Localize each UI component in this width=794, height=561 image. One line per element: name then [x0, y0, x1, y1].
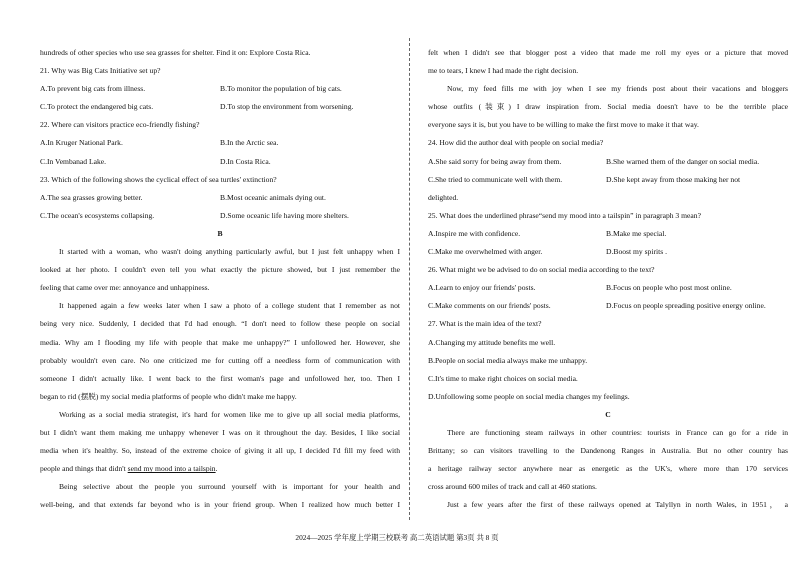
option-row	[428, 279, 788, 297]
section-heading-b: B	[217, 228, 223, 238]
question-stem: 27. What is the main idea of the text?	[428, 319, 542, 329]
text-run: people and things that didn't	[40, 464, 128, 474]
option-c: C.Make comments on our friends' posts.	[428, 301, 551, 311]
option-d: D.Unfollowing some people on social media changes my feelings.	[428, 391, 630, 401]
text-line: media when it's healthy. So, instead of the extreme choice of giving it all up, I decided I'd fill my feed with	[40, 446, 400, 456]
question-stem: 22. Where can visitors practice eco-friendly fishing?	[40, 120, 200, 130]
text-line: Now, my feed fills me with joy when I see my friends post about their vacations and bloggers	[447, 84, 788, 94]
option-a: A.In Kruger National Park.	[40, 138, 123, 148]
paragraph-1	[40, 243, 400, 297]
option-a: A.Changing my attitude benefits me well.	[428, 337, 556, 347]
text-line: but I didn't want them making me unhappy whenever I was on it throughout the day. Besides, I like social	[40, 427, 400, 437]
text-line: It happened again a few weeks later when I saw a photo of a college student that I remember as not	[59, 301, 400, 311]
text-line: probably wouldn't even care. No one criticized me for cutting off a needless form of communication with	[40, 355, 400, 365]
text-line: Working as a social media strategist, it's hard for women like me to give up all social media platforms,	[59, 409, 400, 419]
question-26	[428, 261, 788, 315]
option-b: B.Focus on people who post most online.	[606, 283, 732, 293]
question-21	[40, 62, 400, 116]
option-row	[40, 207, 400, 225]
text-line: Brittany; so can visitors travelling to the Dandenong Ranges in Australia. But no other country has	[428, 446, 788, 456]
paragraph-5	[428, 80, 788, 134]
section-heading-c: C	[605, 409, 611, 419]
option-a: A.She said sorry for being away from them.	[428, 156, 562, 166]
text-line: being very nice. Suddenly, I decided that I'd had enough. “I don't need to follow these people on social	[40, 319, 400, 329]
text-line: There are functioning steam railways in other countries: tourists in France can go for a ride in	[447, 427, 788, 437]
text-line: Being selective about the people you surround yourself with is important for your health and	[59, 482, 400, 492]
option-c: C.In Vembanad Lake.	[40, 156, 107, 166]
text-line: whose outfits (装束) I draw inspiration from. Social media doesn't have to be the terrible place	[428, 102, 788, 112]
question-22	[40, 116, 400, 170]
option-b: B.People on social media always make me unhappy.	[428, 355, 588, 365]
option-d: D.In Costa Rica.	[220, 156, 271, 166]
paragraph-7	[428, 496, 788, 514]
text-run: .	[215, 464, 218, 474]
question-stem: 26. What might we be advised to do on social media according to the text?	[428, 265, 655, 275]
right-column	[428, 44, 788, 514]
paragraph-2	[40, 297, 400, 406]
option-row	[40, 189, 400, 207]
text-line: well-being, and that extends far beyond who is in your friend group. When I realized how much better I	[40, 500, 400, 510]
text-line: me to tears, I knew I had made the right decision.	[428, 66, 579, 76]
option-row	[428, 153, 788, 171]
option-d-continued: delighted.	[428, 192, 459, 202]
text-line: looked at her photo. I couldn't even tell you what exactly the picture showed, but I just remember the	[40, 265, 400, 275]
passage-a-ending: hundreds of other species who use sea grasses for shelter. Find it on: Explore Costa Rica.	[40, 48, 311, 57]
text-line: a heritage railway sector anywhere near as energetic as the UK's, where more than 170 services	[428, 464, 788, 474]
option-b: B.Make me special.	[606, 228, 667, 238]
question-stem: 24. How did the author deal with people on social media?	[428, 138, 604, 148]
paragraph-4-continued	[428, 44, 788, 80]
option-b: B.To monitor the population of big cats.	[220, 84, 342, 94]
question-27	[428, 315, 788, 405]
option-d: D.Some oceanic life having more shelters.	[220, 210, 349, 220]
text-line: Just a few years after the first of these railways opened at Talyllyn in north Wales, in 1951， a	[447, 500, 788, 510]
question-25	[428, 207, 788, 261]
option-b: B.She warned them of the danger on social media.	[606, 156, 760, 166]
option-row	[428, 297, 788, 315]
text-line: feeling that came over me: annoyance and unhappiness.	[40, 283, 210, 293]
option-d: D.To stop the environment from worsening.	[220, 102, 354, 112]
option-a: A.Inspire me with confidence.	[428, 228, 521, 238]
option-a: A.To prevent big cats from illness.	[40, 84, 146, 94]
text-line: cross around 600 miles of track and call at 460 stations.	[428, 482, 597, 492]
option-a: A.The sea grasses growing better.	[40, 192, 143, 202]
question-stem: 23. Which of the following shows the cyclical effect of sea turtles' extinction?	[40, 174, 277, 184]
option-row	[428, 171, 788, 189]
option-b: B.Most oceanic animals dying out.	[220, 192, 326, 202]
option-row	[428, 243, 788, 261]
question-stem: 25. What does the underlined phrase“send my mood into a tailspin” in paragraph 3 mean?	[428, 210, 701, 220]
question-24	[428, 134, 788, 206]
text-line: felt when I didn't see that blogger post a video that made me roll my eyes or a picture that moved	[428, 48, 788, 57]
left-column	[40, 44, 400, 514]
page-footer: 2024—2025 学年度上学期三校联考 高二英语试题 第3页 共 8 页	[295, 533, 499, 542]
text-line: media. Why am I flooding my life with people that make me unhappy?” I unfollowed her. However, she	[40, 337, 400, 347]
column-divider	[409, 38, 410, 520]
paragraph-6	[428, 424, 788, 496]
paragraph-3	[40, 406, 400, 478]
option-c: C.She tried to communicate well with them.	[428, 174, 563, 184]
option-c: C.To protect the endangered big cats.	[40, 102, 154, 112]
text-line: everyone says it is, but you have to be willing to make the first move to make it that way.	[428, 120, 699, 130]
option-a: A.Learn to enjoy our friends' posts.	[428, 283, 536, 293]
option-d: D.Boost my spirits .	[606, 247, 667, 257]
option-row	[40, 153, 400, 171]
option-b: B.In the Arctic sea.	[220, 138, 279, 148]
option-c: C.The ocean's ecosystems collapsing.	[40, 210, 155, 220]
option-row	[428, 225, 788, 243]
option-d: D.She kept away from those making her not	[606, 174, 741, 184]
option-row	[40, 80, 400, 98]
underlined-phrase: send my mood into a tailspin	[127, 464, 216, 474]
option-row	[40, 98, 400, 116]
text-line: It started with a woman, who wasn't doing anything particularly awful, but I just felt unhappy when I	[59, 247, 400, 257]
question-stem: 21. Why was Big Cats Initiative set up?	[40, 66, 161, 76]
option-c: C.Make me overwhelmed with anger.	[428, 247, 543, 257]
option-c: C.It's time to make right choices on social media.	[428, 373, 578, 383]
question-23	[40, 171, 400, 225]
text-line: began to rid (摆脱) my social media platforms of people who didn't make me happy.	[40, 391, 297, 401]
option-row	[40, 134, 400, 152]
text-line	[40, 460, 400, 478]
text-line: someone I didn't actually like. I went back to the first woman's page and unfollowed her, too. Then I	[40, 373, 400, 383]
paragraph-4	[40, 478, 400, 514]
option-d: D.Focus on people spreading positive energy online.	[606, 301, 766, 311]
